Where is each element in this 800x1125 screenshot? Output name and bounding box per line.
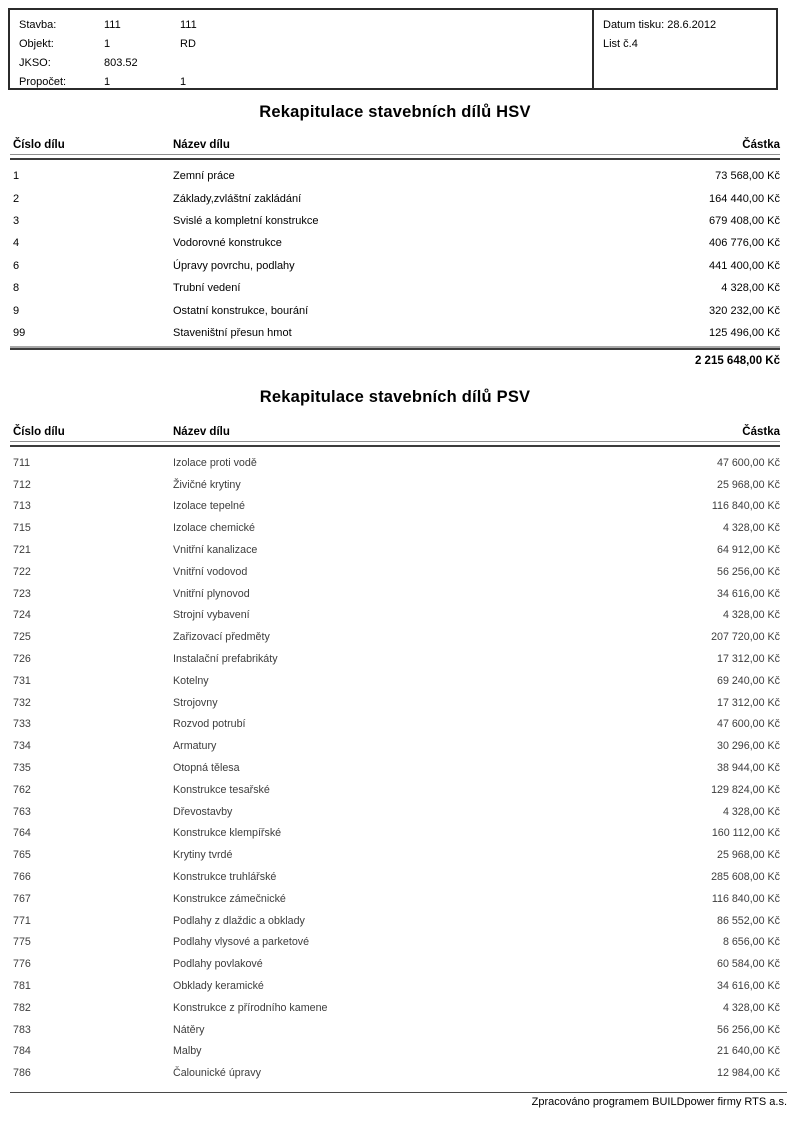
- column-header-amount: Částka: [742, 426, 780, 438]
- row-name: Obklady keramické: [173, 980, 264, 993]
- row-name: Vnitřní kanalizace: [173, 544, 258, 557]
- table-row: [10, 165, 780, 187]
- field-label: JKSO:: [19, 57, 51, 69]
- row-number: 766: [13, 871, 31, 884]
- sheet-number: List č.4: [603, 38, 638, 50]
- row-number: 782: [13, 1001, 31, 1014]
- hsv-table-body: [10, 165, 780, 344]
- row-number: 776: [13, 958, 31, 971]
- project-info-row: [19, 73, 592, 92]
- table-row: [10, 1062, 780, 1084]
- row-number: 1: [13, 170, 20, 183]
- row-number: 722: [13, 565, 31, 578]
- header-box: [8, 8, 778, 90]
- table-row: [10, 779, 780, 801]
- field-value-2: 1: [180, 76, 187, 88]
- table-row: [10, 997, 780, 1019]
- row-name: Otopná tělesa: [173, 762, 240, 775]
- row-amount: 34 616,00 Kč: [717, 587, 780, 600]
- row-amount: 116 840,00 Kč: [711, 500, 780, 513]
- row-amount: 34 616,00 Kč: [717, 980, 780, 993]
- row-amount: 679 408,00 Kč: [709, 214, 780, 227]
- row-amount: 160 112,00 Kč: [711, 827, 780, 840]
- table-row: [10, 888, 780, 910]
- table-row: [10, 474, 780, 496]
- row-amount: 25 968,00 Kč: [717, 849, 780, 862]
- row-name: Ostatní konstrukce, bourání: [173, 304, 309, 317]
- row-amount: 406 776,00 Kč: [709, 237, 780, 250]
- table-row: [10, 910, 780, 932]
- row-number: 715: [13, 522, 31, 535]
- row-name: Izolace tepelné: [173, 500, 245, 513]
- row-amount: 47 600,00 Kč: [717, 718, 780, 731]
- field-value-1: 111: [104, 19, 121, 31]
- hsv-table-header: [10, 139, 780, 155]
- table-row: [10, 670, 780, 692]
- row-number: 733: [13, 718, 31, 731]
- row-number: 786: [13, 1067, 31, 1080]
- row-number: 9: [13, 304, 20, 317]
- row-amount: 8 656,00 Kč: [722, 936, 780, 949]
- row-name: Úpravy povrchu, podlahy: [173, 259, 295, 272]
- row-name: Zařizovací předměty: [173, 631, 270, 644]
- psv-section: [10, 385, 780, 1084]
- table-row: [10, 605, 780, 627]
- row-name: Svislé a kompletní konstrukce: [173, 214, 319, 227]
- psv-header-rule: [10, 445, 780, 447]
- row-amount: 116 840,00 Kč: [711, 892, 780, 905]
- row-amount: 4 328,00 Kč: [722, 1001, 780, 1014]
- row-name: Instalační prefabrikáty: [173, 653, 278, 666]
- table-row: [10, 801, 780, 823]
- row-amount: 4 328,00 Kč: [722, 805, 780, 818]
- row-number: 731: [13, 674, 31, 687]
- project-info-panel: [10, 10, 594, 88]
- row-name: Živičné krytiny: [173, 478, 241, 491]
- row-name: Krytiny tvrdé: [173, 849, 233, 862]
- table-row: [10, 844, 780, 866]
- row-number: 3: [13, 214, 20, 227]
- row-number: 4: [13, 237, 20, 250]
- table-row: [10, 735, 780, 757]
- field-value-2: RD: [180, 38, 196, 50]
- table-row: [10, 299, 780, 321]
- psv-table-header: [10, 426, 780, 442]
- row-amount: 86 552,00 Kč: [717, 914, 780, 927]
- row-amount: 21 640,00 Kč: [717, 1045, 780, 1058]
- row-name: Kotelny: [173, 674, 209, 687]
- footer-credit: Zpracováno programem BUILDpower firmy RTS a.s.: [10, 1092, 787, 1108]
- table-row: [10, 210, 780, 232]
- table-row: [10, 255, 780, 277]
- table-row: [10, 692, 780, 714]
- row-name: Strojovny: [173, 696, 218, 709]
- row-number: 726: [13, 653, 31, 666]
- row-number: 765: [13, 849, 31, 862]
- field-value-2: 111: [180, 19, 197, 31]
- row-amount: 56 256,00 Kč: [717, 1023, 780, 1036]
- field-value-1: 1: [104, 38, 111, 50]
- row-number: 724: [13, 609, 31, 622]
- row-number: 783: [13, 1023, 31, 1036]
- row-name: Konstrukce truhlářské: [173, 871, 277, 884]
- row-number: 721: [13, 544, 31, 557]
- row-number: 764: [13, 827, 31, 840]
- row-number: 775: [13, 936, 31, 949]
- row-name: Zemní práce: [173, 170, 235, 183]
- table-row: [10, 953, 780, 975]
- row-number: 99: [13, 326, 26, 339]
- table-row: [10, 452, 780, 474]
- table-row: [10, 517, 780, 539]
- row-number: 735: [13, 762, 31, 775]
- row-name: Staveništní přesun hmot: [173, 326, 292, 339]
- row-amount: 4 328,00 Kč: [721, 282, 780, 295]
- row-name: Vodorovné konstrukce: [173, 237, 282, 250]
- print-date-line: [603, 16, 776, 35]
- row-number: 732: [13, 696, 31, 709]
- row-number: 734: [13, 740, 31, 753]
- row-name: Malby: [173, 1045, 202, 1058]
- row-number: 723: [13, 587, 31, 600]
- row-number: 2: [13, 192, 20, 205]
- column-header-name: Název dílu: [173, 426, 230, 438]
- row-name: Vnitřní plynovod: [173, 587, 250, 600]
- table-row: [10, 187, 780, 209]
- row-number: 711: [13, 456, 31, 469]
- project-info-row: [19, 16, 592, 35]
- row-name: Vnitřní vodovod: [173, 565, 248, 578]
- row-name: Izolace proti vodě: [173, 456, 257, 469]
- row-amount: 69 240,00 Kč: [717, 674, 780, 687]
- row-number: 8: [13, 282, 20, 295]
- row-number: 784: [13, 1045, 31, 1058]
- row-number: 781: [13, 980, 31, 993]
- table-row: [10, 539, 780, 561]
- field-label: Objekt:: [19, 38, 54, 50]
- row-name: Nátěry: [173, 1023, 205, 1036]
- row-number: 713: [13, 500, 31, 513]
- hsv-header-rule: [10, 158, 780, 160]
- row-amount: 164 440,00 Kč: [709, 192, 780, 205]
- table-row: [10, 322, 780, 344]
- row-amount: 4 328,00 Kč: [722, 522, 780, 535]
- column-header-amount: Částka: [742, 139, 780, 151]
- column-header-number: Číslo dílu: [13, 139, 65, 151]
- row-amount: 4 328,00 Kč: [722, 609, 780, 622]
- row-amount: 129 824,00 Kč: [711, 783, 780, 796]
- table-row: [10, 583, 780, 605]
- row-name: Základy,zvláštní zakládání: [173, 192, 302, 205]
- table-row: [10, 648, 780, 670]
- table-row: [10, 277, 780, 299]
- column-header-number: Číslo dílu: [13, 426, 65, 438]
- column-header-name: Název dílu: [173, 139, 230, 151]
- row-name: Trubní vedení: [173, 282, 241, 295]
- row-number: 762: [13, 783, 31, 796]
- field-value-1: 1: [104, 76, 111, 88]
- row-amount: 38 944,00 Kč: [717, 762, 780, 775]
- print-info-panel: [594, 10, 776, 88]
- table-row: [10, 932, 780, 954]
- row-amount: 441 400,00 Kč: [709, 259, 780, 272]
- row-name: Izolace chemické: [173, 522, 255, 535]
- row-amount: 56 256,00 Kč: [717, 565, 780, 578]
- row-name: Armatury: [173, 740, 217, 753]
- row-amount: 17 312,00 Kč: [717, 653, 780, 666]
- table-row: [10, 561, 780, 583]
- table-row: [10, 866, 780, 888]
- row-name: Podlahy vlysové a parketové: [173, 936, 310, 949]
- row-name: Podlahy povlakové: [173, 958, 263, 971]
- table-row: [10, 823, 780, 845]
- table-row: [10, 496, 780, 518]
- row-name: Dřevostavby: [173, 805, 233, 818]
- row-name: Konstrukce zámečnické: [173, 892, 286, 905]
- table-row: [10, 1041, 780, 1063]
- row-amount: 12 984,00 Kč: [717, 1067, 780, 1080]
- row-number: 712: [13, 478, 31, 491]
- row-amount: 17 312,00 Kč: [717, 696, 780, 709]
- row-number: 767: [13, 892, 31, 905]
- field-label: Propočet:: [19, 76, 67, 88]
- row-number: 6: [13, 259, 20, 272]
- row-amount: 207 720,00 Kč: [711, 631, 780, 644]
- project-info-row: [19, 35, 592, 54]
- row-name: Konstrukce z přírodního kamene: [173, 1001, 328, 1014]
- row-amount: 30 296,00 Kč: [717, 740, 780, 753]
- row-amount: 285 608,00 Kč: [711, 871, 780, 884]
- print-date-label: Datum tisku:: [603, 19, 665, 31]
- row-name: Konstrukce tesařské: [173, 783, 270, 796]
- field-label: Stavba:: [19, 19, 57, 31]
- row-amount: 125 496,00 Kč: [709, 326, 780, 339]
- hsv-section-title: Rekapitulace stavebních dílů HSV: [259, 103, 531, 121]
- print-date-value: 28.6.2012: [667, 19, 717, 31]
- row-amount: 64 912,00 Kč: [717, 544, 780, 557]
- row-amount: 47 600,00 Kč: [717, 456, 780, 469]
- field-value-2: [180, 54, 592, 73]
- row-number: 771: [13, 914, 31, 927]
- table-row: [10, 975, 780, 997]
- table-row: [10, 1019, 780, 1041]
- row-number: 725: [13, 631, 31, 644]
- row-name: Čalounické úpravy: [173, 1067, 261, 1080]
- row-name: Konstrukce klempířské: [173, 827, 282, 840]
- row-name: Rozvod potrubí: [173, 718, 246, 731]
- row-number: 763: [13, 805, 31, 818]
- row-amount: 320 232,00 Kč: [709, 304, 780, 317]
- field-value-1: 803.52: [104, 57, 138, 69]
- row-amount: 73 568,00 Kč: [715, 170, 780, 183]
- table-row: [10, 714, 780, 736]
- psv-table-body: [10, 452, 780, 1084]
- row-amount: 60 584,00 Kč: [717, 958, 780, 971]
- table-row: [10, 757, 780, 779]
- project-info-row: [19, 54, 592, 73]
- psv-section-title: Rekapitulace stavebních dílů PSV: [259, 388, 531, 406]
- row-name: Podlahy z dlaždic a obklady: [173, 914, 305, 927]
- hsv-total-amount: 2 215 648,00 Kč: [694, 355, 780, 368]
- table-row: [10, 626, 780, 648]
- row-amount: 25 968,00 Kč: [717, 478, 780, 491]
- table-row: [10, 232, 780, 254]
- hsv-section: [10, 100, 780, 367]
- row-name: Strojní vybavení: [173, 609, 250, 622]
